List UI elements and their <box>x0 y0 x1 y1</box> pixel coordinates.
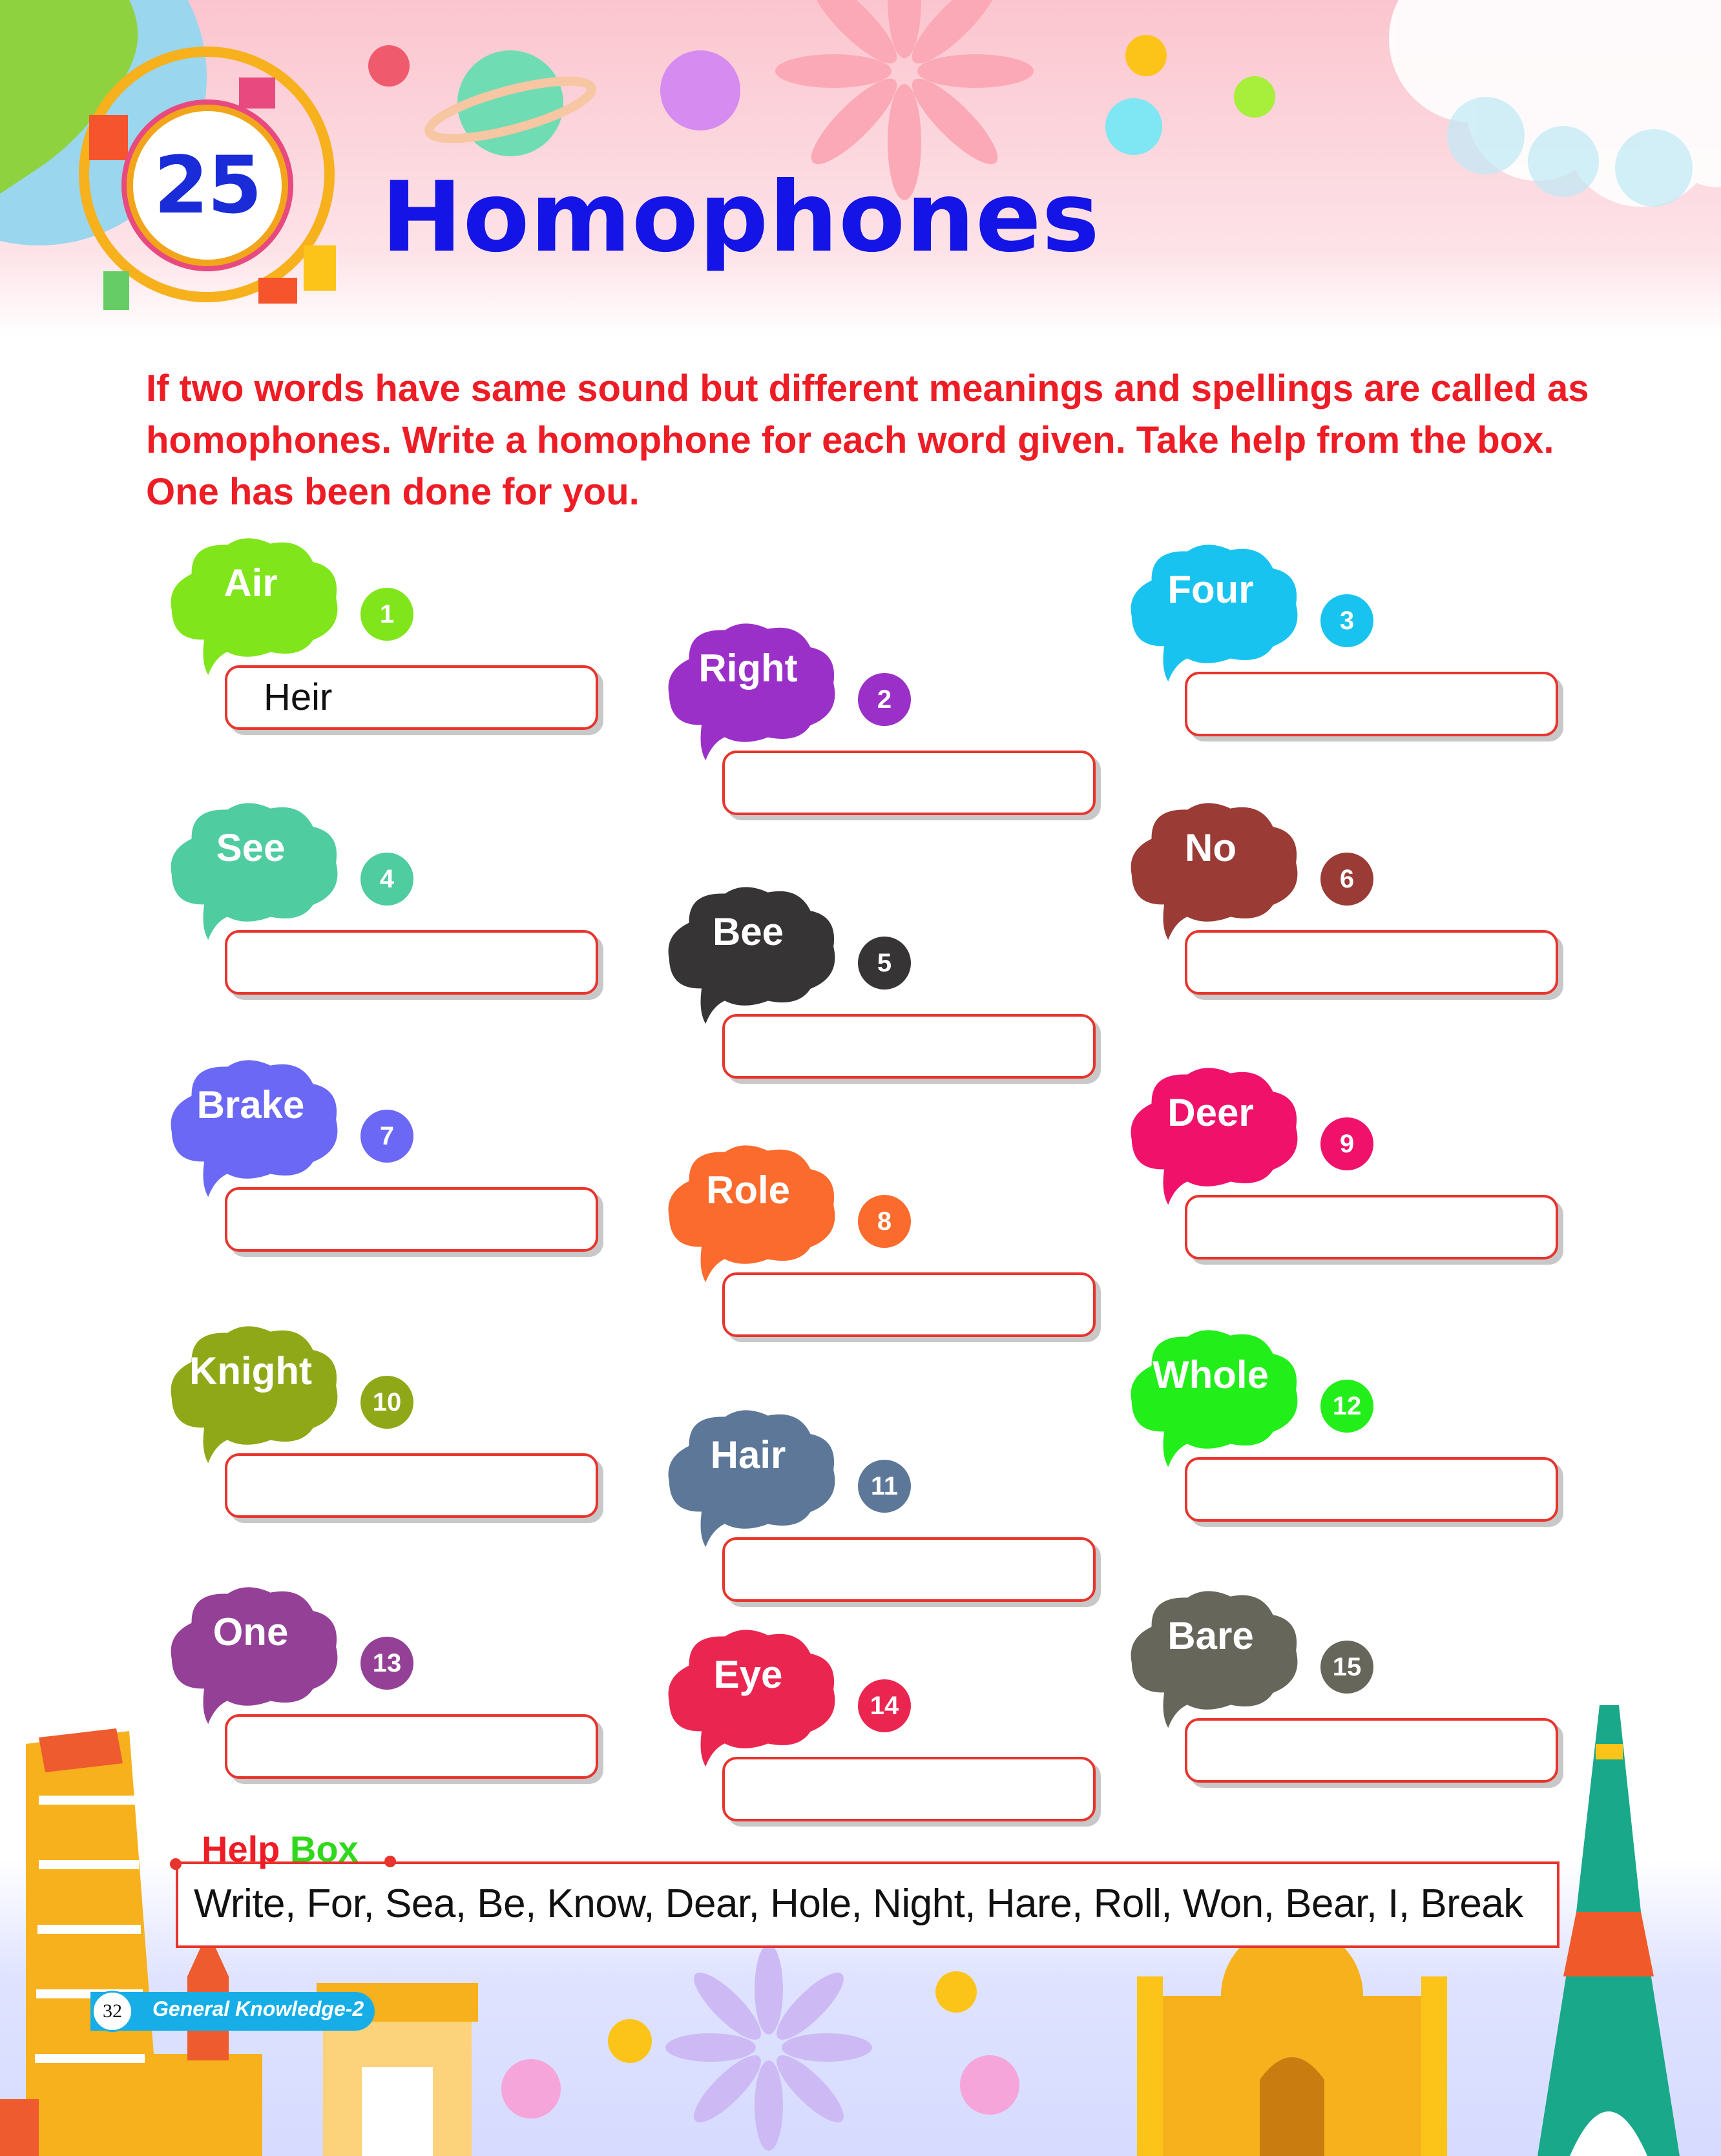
book-title: General Knowledge-2 <box>152 1997 364 2020</box>
answer-field[interactable] <box>225 1714 598 1779</box>
exercise-number: 15 <box>1320 1641 1373 1694</box>
exercise-number: 3 <box>1320 594 1373 647</box>
page-title: Homophones <box>381 161 1100 274</box>
help-box-dot-right <box>384 1855 397 1868</box>
word-label: Right <box>698 647 798 690</box>
exercise-number: 6 <box>1320 853 1373 906</box>
speech-bubble-shape <box>1120 1059 1308 1214</box>
word-label: Bee <box>712 910 784 953</box>
exercise-number: 4 <box>360 853 413 906</box>
speech-bubble-shape <box>160 1579 348 1734</box>
word-label: Bare <box>1167 1614 1254 1657</box>
speech-bubble <box>658 1137 845 1292</box>
answer-field[interactable] <box>722 1272 1096 1337</box>
help-box-dot-left <box>169 1858 182 1871</box>
answer-field[interactable] <box>722 1014 1096 1079</box>
word-label: See <box>216 826 286 869</box>
exercise-number: 14 <box>858 1679 911 1732</box>
word-label: Air <box>224 561 278 605</box>
answer-field[interactable] <box>225 930 598 995</box>
help-box-title <box>202 1828 359 1870</box>
speech-bubble <box>1120 1582 1308 1737</box>
speech-bubble-shape <box>1120 536 1308 691</box>
speech-bubble <box>658 1621 845 1776</box>
speech-bubble-shape <box>1120 1582 1308 1737</box>
speech-bubble-shape <box>1120 1322 1308 1477</box>
speech-bubble-shape <box>160 1052 348 1207</box>
speech-bubble <box>160 1579 348 1734</box>
answer-field[interactable] <box>722 751 1096 815</box>
exercise-number: 12 <box>1320 1380 1373 1433</box>
speech-bubble-shape <box>658 1137 845 1292</box>
help-box-title-box: Box <box>289 1829 359 1869</box>
speech-bubble <box>658 878 845 1033</box>
exercise-number: 5 <box>858 937 911 990</box>
speech-bubble-shape <box>160 794 348 949</box>
speech-bubble <box>160 794 348 949</box>
speech-bubble-shape <box>160 530 348 685</box>
word-label: Deer <box>1167 1091 1254 1134</box>
word-label: One <box>213 1610 289 1653</box>
exercise-number: 8 <box>858 1195 911 1248</box>
exercise-number: 13 <box>360 1637 413 1690</box>
answer-field[interactable] <box>1185 1718 1558 1783</box>
speech-bubble <box>1120 1322 1308 1477</box>
speech-bubble <box>658 1402 845 1557</box>
word-label: Hair <box>710 1433 786 1477</box>
help-box-title-help: Help <box>202 1829 280 1869</box>
speech-bubble-shape <box>658 1621 845 1776</box>
answer-field[interactable] <box>225 1187 598 1252</box>
exercise-number: 2 <box>858 673 911 726</box>
word-label: Four <box>1167 568 1254 611</box>
speech-bubble-shape <box>658 615 845 770</box>
answer-field[interactable] <box>722 1757 1096 1821</box>
exercise-number: 9 <box>1320 1117 1373 1170</box>
speech-bubble-shape <box>658 1402 845 1557</box>
speech-bubble-shape <box>1120 794 1308 949</box>
exercise-number: 1 <box>360 588 413 641</box>
instructions-text: If two words have same sound but different meanings and spellings are called as homophones. Write a homophone for each word given. Take help from the box. One has been done for you. <box>146 368 1589 513</box>
speech-bubble-shape <box>160 1318 348 1473</box>
word-label: Brake <box>196 1083 305 1126</box>
answer-field[interactable] <box>1185 1195 1558 1259</box>
speech-bubble <box>1120 794 1308 949</box>
exercise-number: 11 <box>858 1460 911 1513</box>
page-number: 32 <box>92 1991 133 2032</box>
speech-bubble <box>1120 1059 1308 1214</box>
answer-field[interactable] <box>1185 930 1558 995</box>
word-label: Knight <box>189 1349 312 1393</box>
lesson-number-badge <box>127 105 288 266</box>
help-box-words: Write, For, Sea, Be, Know, Dear, Hole, Night, Hare, Roll, Won, Bear, I, Break <box>194 1881 1523 1926</box>
answer-field[interactable] <box>1185 1457 1558 1522</box>
word-label: Role <box>705 1168 791 1212</box>
exercise-number: 7 <box>360 1110 413 1163</box>
answer-field[interactable] <box>225 1453 598 1518</box>
word-label: Whole <box>1153 1353 1269 1396</box>
answer-field[interactable] <box>722 1537 1096 1602</box>
speech-bubble <box>160 1318 348 1473</box>
exercise-number: 10 <box>360 1376 413 1429</box>
answer-field[interactable] <box>1185 672 1558 736</box>
word-label: No <box>1185 826 1236 869</box>
speech-bubble <box>1120 536 1308 691</box>
speech-bubble-shape <box>658 878 845 1033</box>
answer-field[interactable]: Heir <box>225 665 598 730</box>
word-label: Eye <box>713 1653 783 1696</box>
speech-bubble <box>160 1052 348 1207</box>
speech-bubble <box>658 615 845 770</box>
lesson-number: 25 <box>154 140 261 231</box>
speech-bubble <box>160 530 348 685</box>
